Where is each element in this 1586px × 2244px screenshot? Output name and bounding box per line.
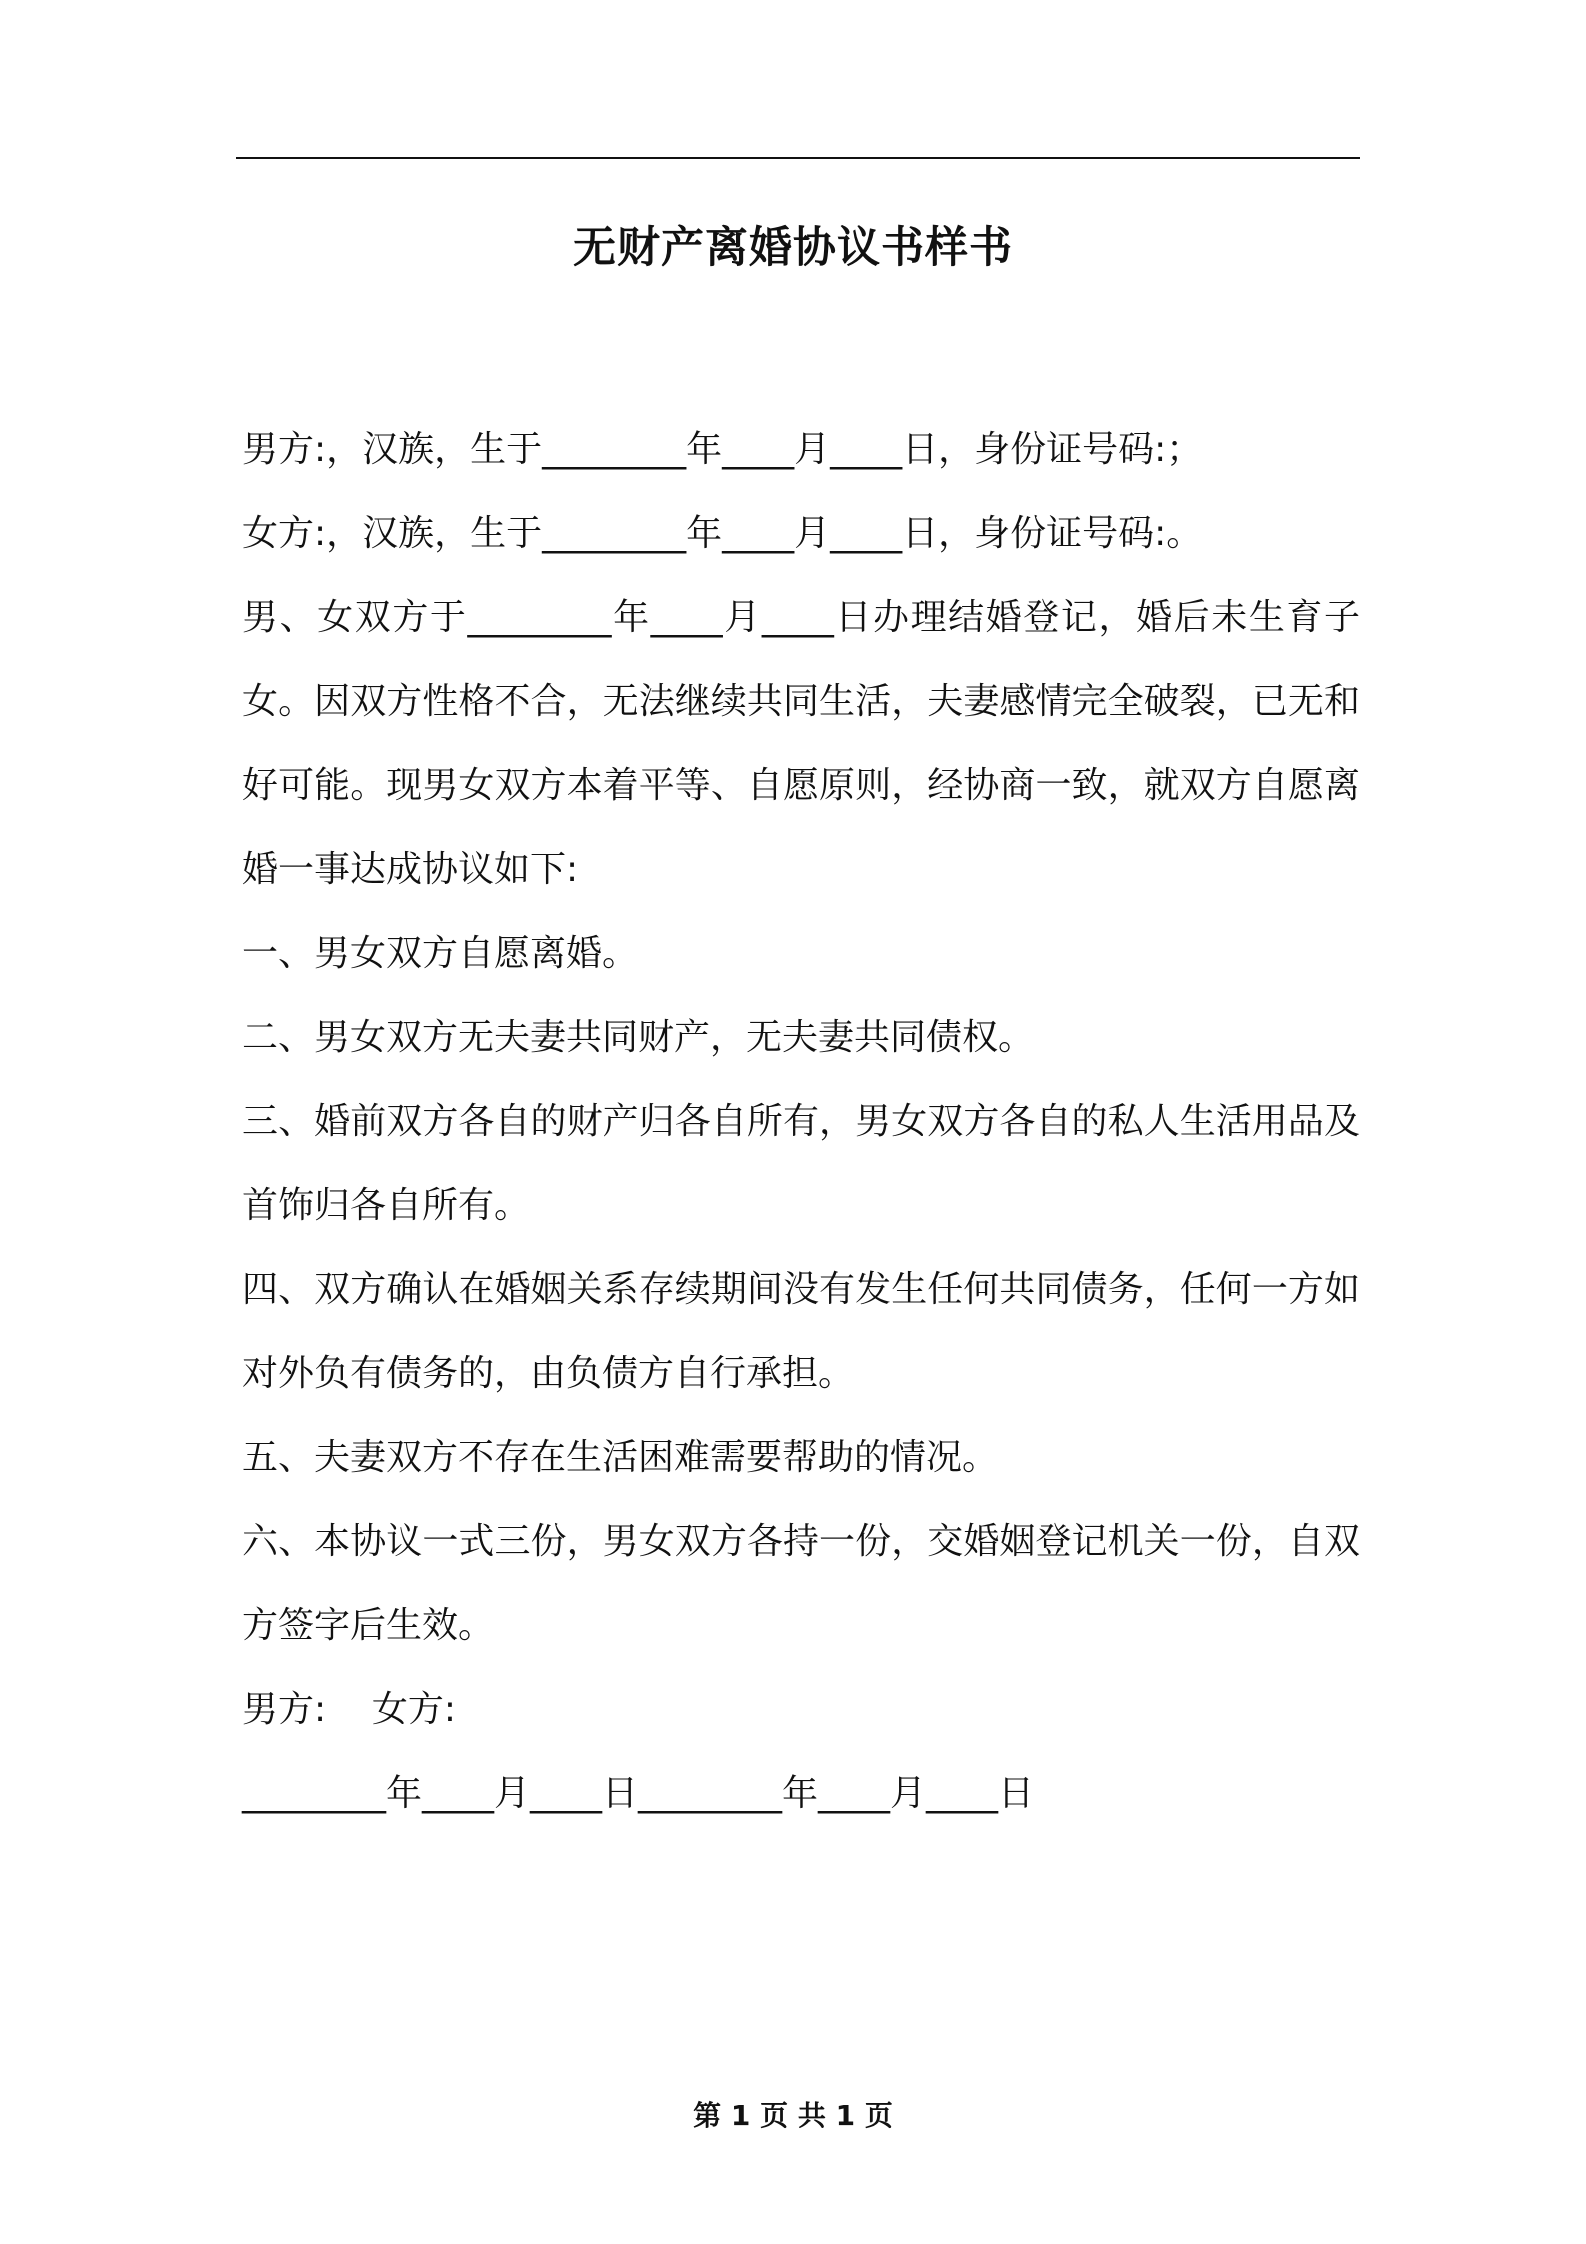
male-party-info: 男方:，汉族，生于________年____月____日，身份证号码:；	[242, 429, 1203, 470]
clause-2: 二、男女双方无夫妻共同财产，无夫妻共同债权。	[242, 1017, 1035, 1058]
document-body	[242, 408, 1360, 1836]
female-party-info: 女方:，汉族，生于________年____月____日，身份证号码:。	[242, 513, 1203, 554]
agreement-preamble: 男、女双方于________年____月____日办理结婚登记，婚后未生育子女。因双方性格不合，无法继续共同生活，夫妻感情完全破裂，已无和好可能。现男女双方本着平等、自愿原则，经协商一致，就双方自愿离婚一事达成协议如下:	[242, 597, 1360, 890]
clause-6: 六、本协议一式三份，男女双方各持一份，交婚姻登记机关一份，自双方签字后生效。	[242, 1521, 1360, 1646]
header-rule	[236, 157, 1360, 159]
clause-5: 五、夫妻双方不存在生活困难需要帮助的情况。	[242, 1437, 999, 1478]
signature-dates: ________年____月____日________年____月____日	[242, 1773, 1035, 1814]
document-title: 无财产离婚协议书样书	[573, 223, 1013, 273]
clause-3: 三、婚前双方各自的财产归各自所有，男女双方各自的私人生活用品及首饰归各自所有。	[242, 1101, 1360, 1226]
page-number-footer: 第 1 页 共 1 页	[693, 2099, 893, 2132]
clause-4: 四、双方确认在婚姻关系存续期间没有发生任何共同债务，任何一方如对外负有债务的，由负债方自行承担。	[242, 1269, 1360, 1394]
clause-1: 一、男女双方自愿离婚。	[242, 933, 639, 974]
signature-labels: 男方: 女方:	[242, 1689, 457, 1730]
